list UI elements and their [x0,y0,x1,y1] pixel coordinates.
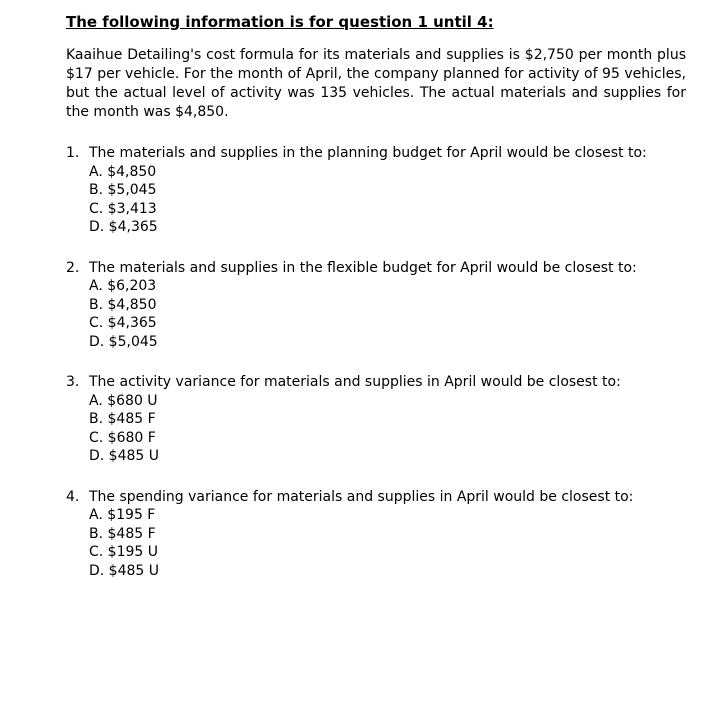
question-4-options [66,506,686,580]
question-3-options [66,392,686,466]
question-1-option-a: A. $4,850 [89,163,157,180]
question-4-option-c: C. $195 U [89,544,159,560]
document-page [66,12,686,580]
question-3-option-a: A. $680 U [89,392,158,409]
question-2-line [66,259,686,278]
question-2-option-d: D. $5,045 [89,333,158,350]
question-1 [66,144,686,237]
question-3-text: The activity variance for materials and supplies in April would be closest to: [89,374,621,390]
question-1-text: The materials and supplies in the planning budget for April would be closest to: [89,145,647,161]
question-4-option-b: B. $485 F [89,525,156,542]
question-2-option-a: A. $6,203 [89,278,157,294]
question-4-text: The spending variance for materials and supplies in April would be closest to: [89,488,634,505]
question-4-option-a: A. $195 F [89,507,156,523]
question-2-text: The materials and supplies in the flexible budget for April would be closest to: [89,259,637,276]
question-4 [66,488,686,581]
question-1-option-b: B. $5,045 [89,182,157,198]
intro-paragraph: Kaaihue Detailing's cost formula for its materials and supplies is $2,750 per month plus $17 per vehicle. For the month of April, the company planned for activity of 95 vehicles, but the actual level of activity was 135 vehicles. The actual materials and supplies for the month was $4,850. [66,47,686,120]
question-2-options [66,277,686,351]
question-4-number: 4. [66,488,80,505]
question-1-option-d: D. $4,365 [89,219,158,235]
question-2 [66,259,686,352]
question-3-number: 3. [66,374,80,390]
question-1-line [66,144,686,163]
question-1-number: 1. [66,145,80,161]
question-1-options [66,163,686,237]
question-3-line [66,373,686,392]
question-2-number: 2. [66,259,80,276]
question-3-option-c: C. $680 F [89,429,156,446]
question-3-option-b: B. $485 F [89,411,156,427]
question-3-option-d: D. $485 U [89,448,160,464]
question-2-option-b: B. $4,850 [89,296,157,313]
question-4-line [66,488,686,507]
question-4-option-d: D. $485 U [89,562,160,579]
question-3 [66,373,686,466]
question-2-option-c: C. $4,365 [89,315,157,331]
document-heading: The following information is for question 1 until 4: [66,13,494,31]
question-1-option-c: C. $3,413 [89,200,157,217]
